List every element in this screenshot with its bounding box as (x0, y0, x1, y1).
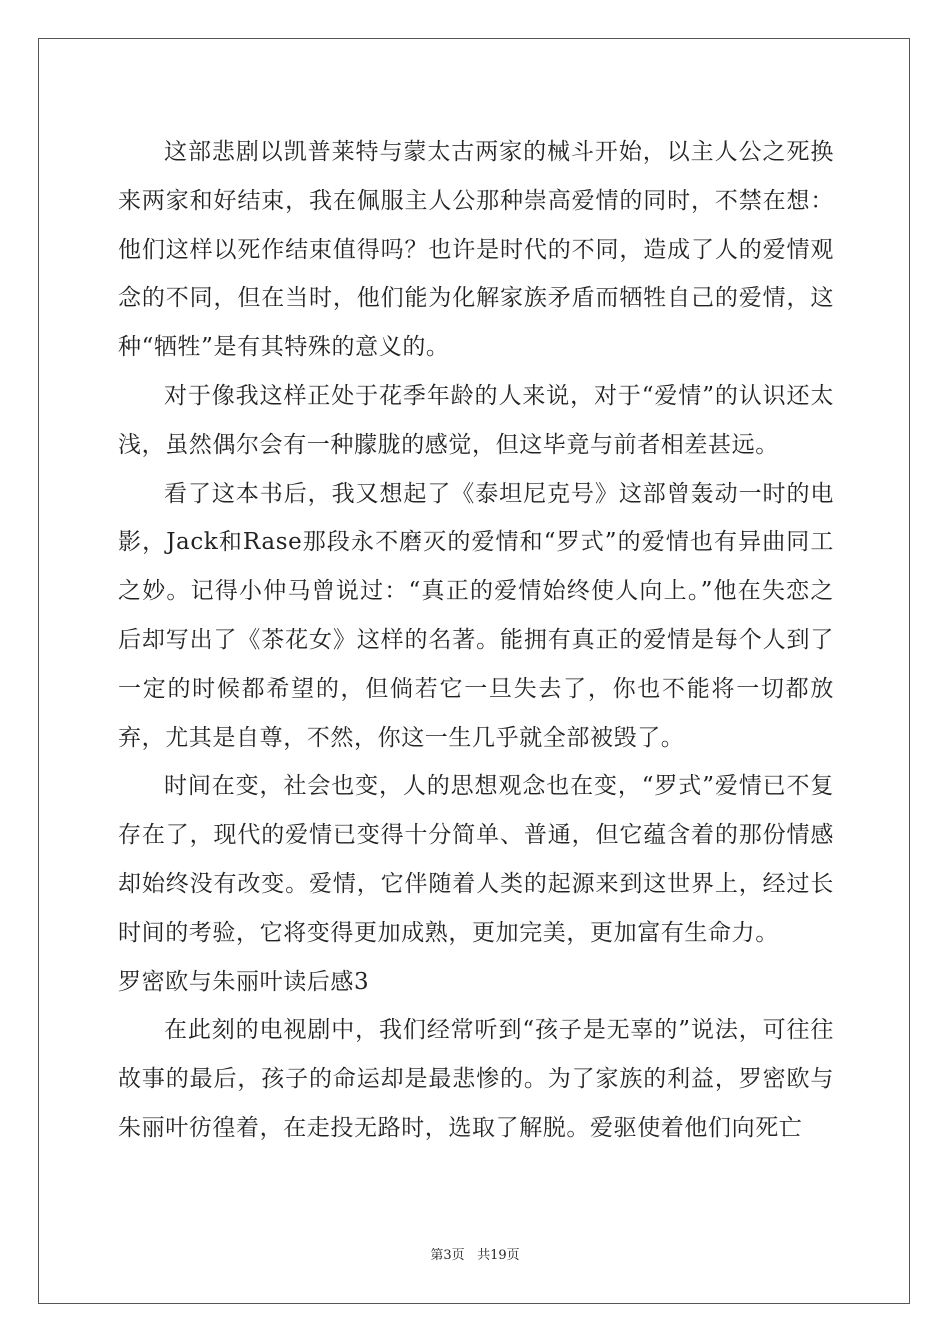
total-pages: 共19页 (477, 1248, 520, 1263)
section-heading: 罗密欧与朱丽叶读后感3 (118, 968, 370, 995)
paragraph: 对于像我这样正处于花季年龄的人来说，对于“爱情”的认识还太浅，虽然偶尔会有一种朦胧的感觉，但这毕竟与前者相差甚远。 (118, 382, 834, 458)
paragraph: 在此刻的电视剧中，我们经常听到“孩子是无辜的”说法，可往往故事的最后，孩子的命运却是最悲惨的。为了家族的利益，罗密欧与朱丽叶彷徨着，在走投无路时，选取了解脱。爱驱使着他们向死亡 (118, 1017, 834, 1141)
page-footer (0, 1244, 950, 1263)
paragraph: 这部悲剧以凯普莱特与蒙太古两家的械斗开始，以主人公之死换来两家和好结束，我在佩服主人公那种崇高爱情的同时，不禁在想：他们这样以死作结束值得吗？也许是时代的不同，造成了人的爱情观念的不同，但在当时，他们能为化解家族矛盾而牺牲自己的爱情，这种“牺牲”是有其特殊的意义的。 (118, 139, 834, 361)
paragraph: 看了这本书后，我又想起了《泰坦尼克号》这部曾轰动一时的电影，Jack和Rase那段永不磨灭的爱情和“罗式”的爱情也有异曲同工之妙。记得小仲马曾说过：“真正的爱情始终使人向上。”他在失恋之后却写出了《茶花女》这样的名著。能拥有真正的爱情是每个人到了一定的时候都希望的，但倘若它一旦失去了，你也不能将一切都放弃，尤其是自尊，不然，你这一生几乎就全部被毁了。 (118, 480, 834, 751)
page-number: 第3页 (430, 1248, 465, 1263)
document-body (118, 128, 834, 1153)
paragraph: 时间在变，社会也变，人的思想观念也在变，“罗式”爱情已不复存在了，现代的爱情已变得十分简单、普通，但它蕴含着的那份情感却始终没有改变。爱情，它伴随着人类的起源来到这世界上，经过长时间的考验，它将变得更加成熟，更加完美，更加富有生命力。 (118, 773, 834, 946)
